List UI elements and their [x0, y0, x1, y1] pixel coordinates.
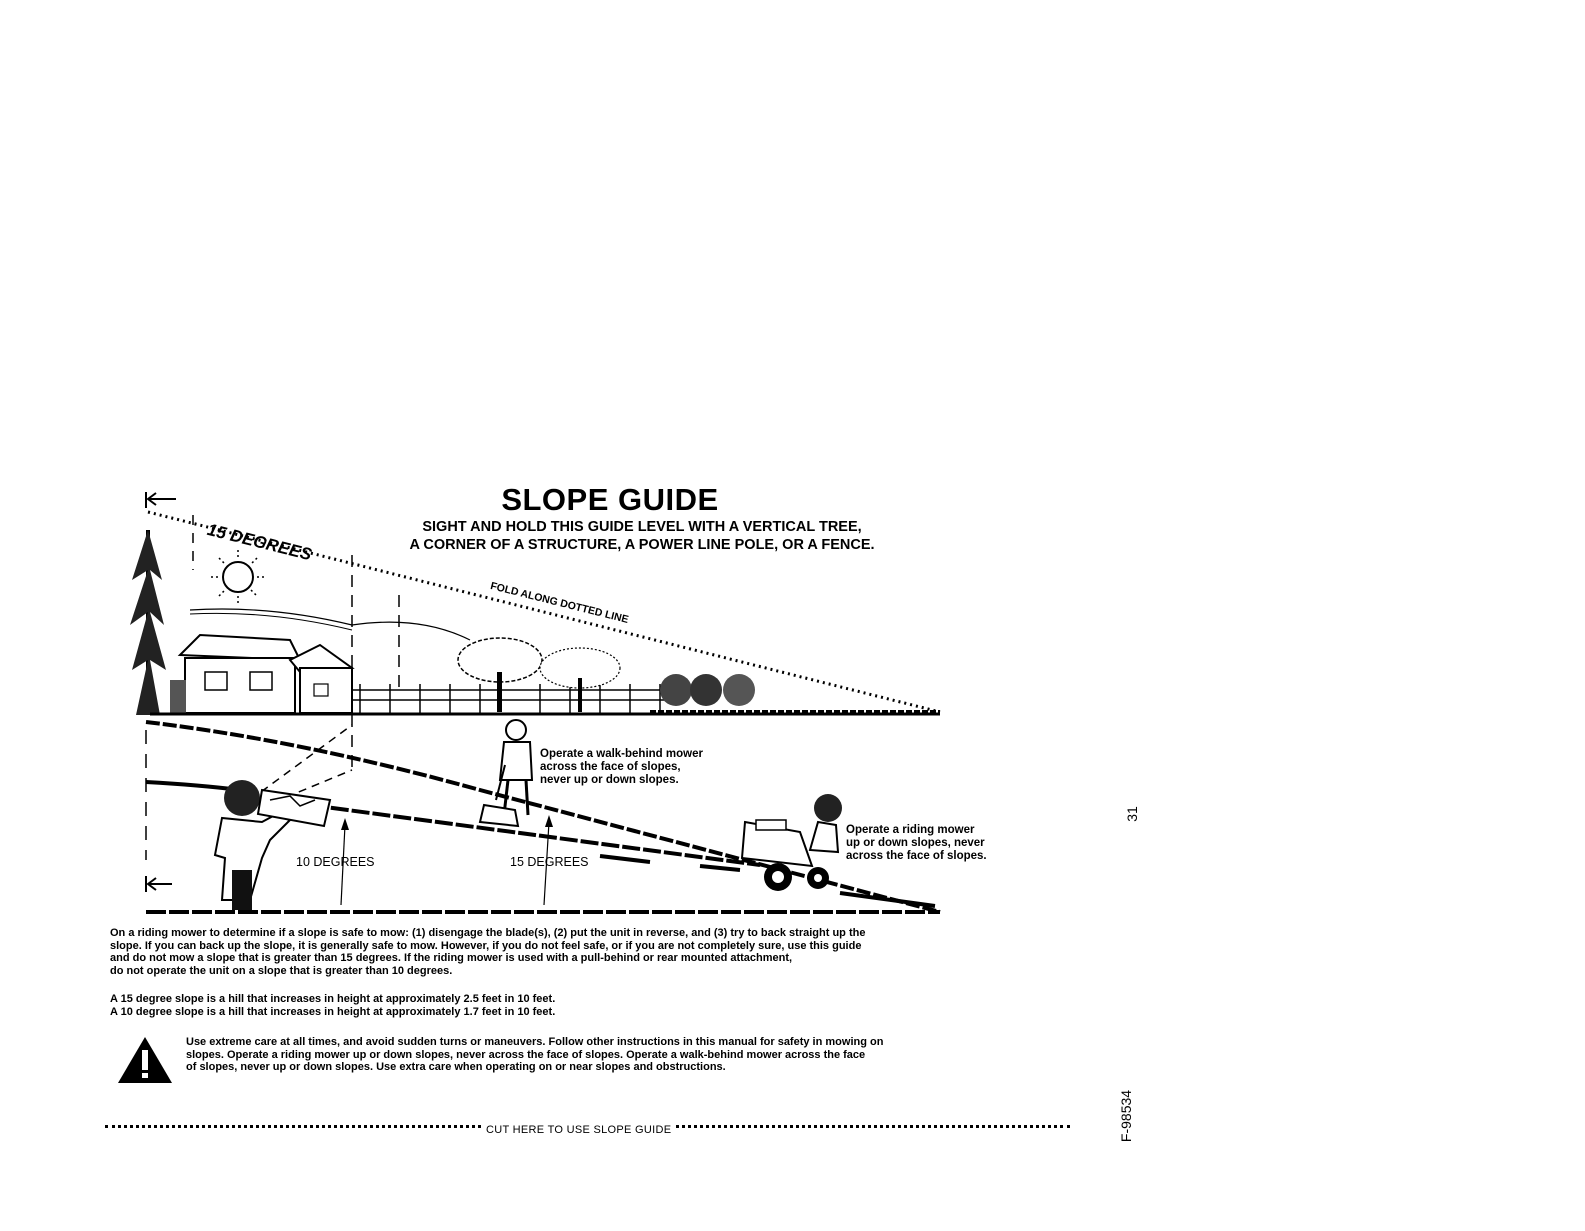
person-holding-guide-icon	[215, 780, 330, 910]
warning-paragraph: Use extreme care at all times, and avoid sudden turns or maneuvers. Follow other instructions in this manual for safety in mowing on slopes. Operate a riding mower up or down slopes, never across the face of slopes. Operate a walk-behind mower across the face of slopes, never up or down slopes. Use extra care when operating on or near slopes and obstructions.	[186, 1036, 884, 1073]
background-trees-icon	[458, 638, 755, 712]
page-title: SLOPE GUIDE	[501, 482, 719, 517]
fence-icon	[352, 684, 680, 714]
warning-icon	[118, 1037, 172, 1083]
page-number: 31	[1123, 806, 1140, 822]
fold-label: FOLD ALONG DOTTED LINE	[489, 580, 630, 626]
riding-mower-note: Operate a riding mower up or down slopes, never across the face of slopes.	[846, 824, 987, 862]
label-15-degrees: 15 DEGREES	[510, 855, 589, 869]
cut-label: CUT HERE TO USE SLOPE GUIDE	[482, 1124, 675, 1136]
sun-icon	[211, 550, 265, 604]
left-arrow-bottom-icon	[146, 876, 172, 892]
left-arrow-top-icon	[146, 492, 176, 508]
form-number: F-98534	[1118, 1089, 1135, 1143]
house-icon	[170, 635, 352, 713]
instructions-paragraph: On a riding mower to determine if a slope is safe to mow: (1) disengage the blade(s), (2) put the unit in reverse, and (3) try to back straight up the slope. If you can back up the slope, it is generally safe to mow. However, if you do not feel safe, or if you are not completely sure, use this guide and do not mow a slope that is greater than 15 degrees. If the riding mower is used with a pull-behind or rear mounted attachment, do not operate the unit on a slope that is greater than 10 degrees.	[110, 927, 866, 977]
walk-behind-note: Operate a walk-behind mower across the face of slopes, never up or down slopes.	[540, 748, 703, 786]
label-10-degrees: 10 DEGREES	[296, 855, 375, 869]
tree-icon	[130, 530, 166, 715]
slope-definition-paragraph: A 15 degree slope is a hill that increases in height at approximately 2.5 feet in 10 feet. A 10 degree slope is a hill that increases in height at approximately 1.7 feet in 10 feet.	[110, 993, 556, 1018]
walk-behind-mower-icon	[480, 720, 532, 826]
guide-subtitle: SIGHT AND HOLD THIS GUIDE LEVEL WITH A VERTICAL TREE, A CORNER OF A STRUCTURE, A POWER LINE POLE, OR A FENCE.	[409, 519, 875, 553]
riding-mower-icon	[742, 794, 842, 891]
angle-label: 15 DEGREES	[205, 520, 314, 565]
